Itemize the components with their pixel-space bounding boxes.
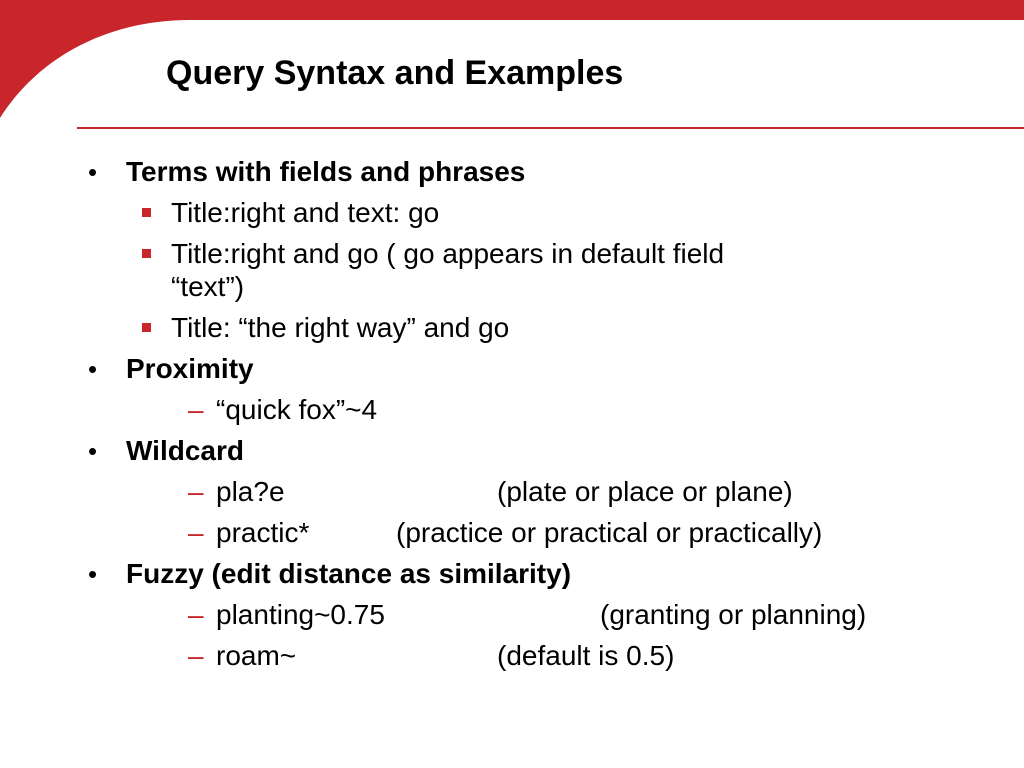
- bullet-marker: •: [88, 559, 98, 589]
- subitem-continuation: “text”): [171, 271, 245, 302]
- example-roam: roam~: [216, 640, 297, 671]
- bullet-marker: •: [88, 436, 98, 466]
- square-bullet-marker: [142, 323, 151, 332]
- bullet-wildcard: Wildcard: [126, 435, 244, 466]
- bullet-marker: •: [88, 157, 98, 187]
- example-pla-e: pla?e: [216, 476, 285, 507]
- subitem-title-phrase: Title: “the right way” and go: [171, 312, 510, 343]
- bullet-proximity: Proximity: [126, 353, 254, 384]
- example-planting-note: (granting or planning): [600, 599, 867, 630]
- dash-marker: –: [188, 517, 204, 548]
- bullet-marker: •: [88, 354, 98, 384]
- example-practic: practic*: [216, 517, 310, 548]
- subitem-title-right-and-text: Title:right and text: go: [171, 197, 440, 228]
- dash-marker: –: [188, 476, 204, 507]
- example-practic-note: (practice or practical or practically): [396, 517, 823, 548]
- square-bullet-marker: [142, 249, 151, 258]
- dash-marker: –: [188, 599, 204, 630]
- dash-marker: –: [188, 640, 204, 671]
- subitem-title-right-and-go: Title:right and go ( go appears in default field: [171, 238, 725, 269]
- dash-marker: –: [188, 394, 204, 425]
- example-planting: planting~0.75: [216, 599, 385, 630]
- bullet-terms-with-fields: Terms with fields and phrases: [126, 156, 526, 187]
- example-pla-e-note: (plate or place or plane): [497, 476, 793, 507]
- example-quick-fox: “quick fox”~4: [216, 394, 378, 425]
- example-roam-note: (default is 0.5): [497, 640, 675, 671]
- slide-title: Query Syntax and Examples: [166, 54, 624, 92]
- square-bullet-marker: [142, 208, 151, 217]
- bullet-fuzzy: Fuzzy (edit distance as similarity): [126, 558, 572, 589]
